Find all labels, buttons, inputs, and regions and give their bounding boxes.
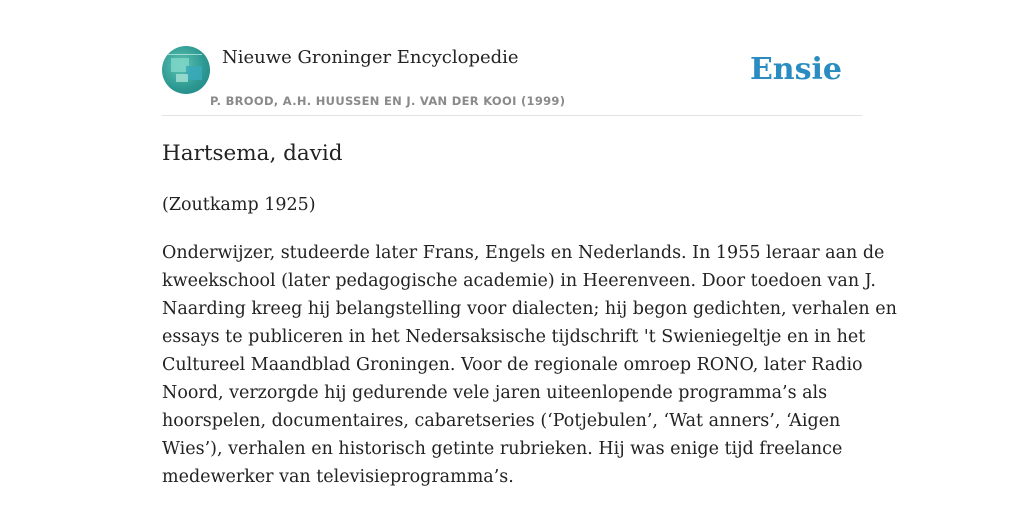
body-line: Onderwijzer, studeerde later Frans, Engels en Nederlands. In 1955 leraar aan de xyxy=(162,243,885,263)
header xyxy=(162,46,862,116)
body-line: Wies’), verhalen en historisch getinte rubrieken. Hij was enige tijd freelance xyxy=(162,439,843,459)
encyclopedia-title-link[interactable]: Nieuwe Groninger Encyclopedie xyxy=(222,47,519,68)
header-divider xyxy=(162,115,862,116)
body-line: Cultureel Maandblad Groningen. Voor de regionale omroep RONO, later Radio xyxy=(162,355,863,375)
avatar-shape xyxy=(176,74,188,82)
body-line: Naarding kreeg hij belangstelling voor dialecten; hij begon gedichten, verhalen en xyxy=(162,299,897,319)
body-line: kweekschool (later pedagogische academie) in Heerenveen. Door toedoen van J. xyxy=(162,271,876,291)
avatar-line xyxy=(168,54,202,55)
encyclopedia-avatar[interactable] xyxy=(162,46,210,94)
body-line: Noord, verzorgde hij gedurende vele jaren uiteenlopende programma’s als xyxy=(162,383,828,403)
entry-body xyxy=(162,239,897,491)
avatar-shape xyxy=(186,66,202,80)
ensie-logo[interactable]: Ensie xyxy=(749,52,842,87)
authors-label: P. BROOD, A.H. HUUSSEN EN J. VAN DER KOOI (1999) xyxy=(210,94,566,108)
body-line: essays te publiceren in het Nedersaksische tijdschrift 't Swieniegeltje en in het xyxy=(162,327,866,347)
entry-subtitle: (Zoutkamp 1925) xyxy=(162,195,316,215)
entry-title: Hartsema, david xyxy=(162,141,343,166)
body-line: medewerker van televisieprogramma’s. xyxy=(162,467,514,487)
body-line: hoorspelen, documentaires, cabaretseries (‘Potjebulen’, ‘Wat anners’, ‘Aigen xyxy=(162,411,841,431)
